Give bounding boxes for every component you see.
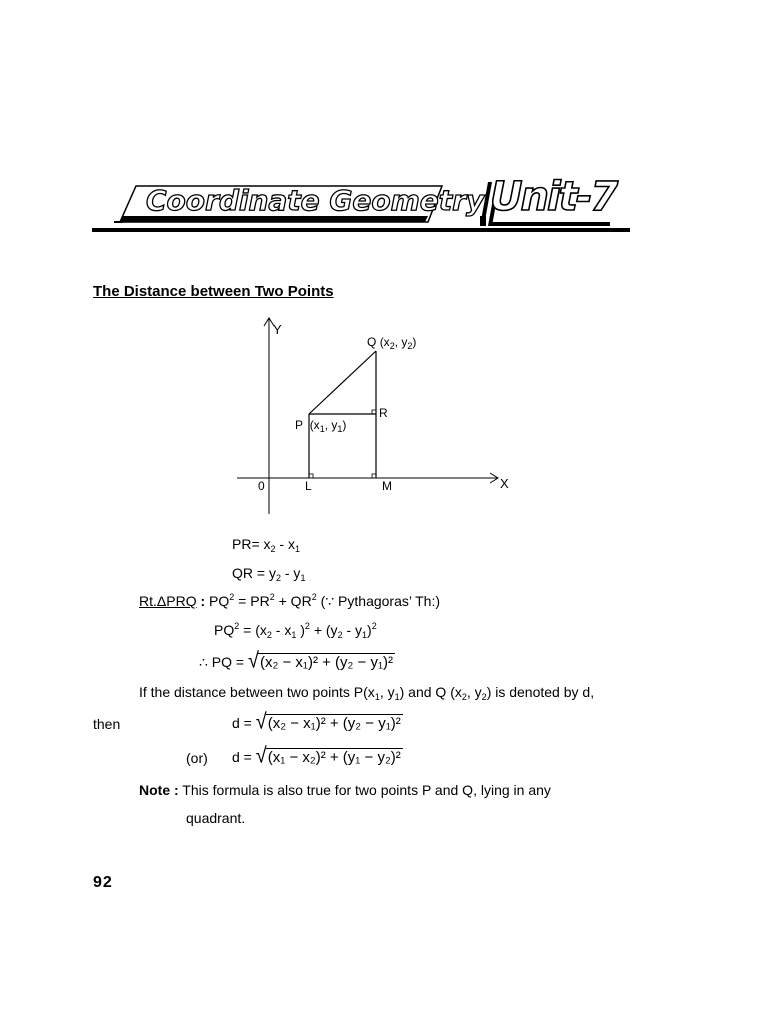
- d-radicand: (x₂ − x₁)² + (y₂ − y₁)²: [267, 715, 401, 732]
- or-label: (or): [186, 750, 208, 766]
- right-triangle-label: Rt.ΔPRQ: [139, 593, 197, 609]
- q-close: ): [412, 335, 417, 349]
- eq-pythagoras: Rt.ΔPRQ : $PQ^2 = PR^2 + QR^2$ (∵ Pythagoras’ Th:): [139, 592, 440, 609]
- point-m-label: M: [382, 479, 392, 493]
- sqrt-icon: √: [247, 648, 259, 674]
- point-l-label: L: [305, 479, 312, 493]
- page-number: 92: [93, 874, 113, 891]
- q-open: (x: [379, 335, 390, 349]
- chapter-title: Coordinate Geometry: [146, 184, 485, 217]
- y-axis-label: Y: [273, 322, 282, 337]
- p-name: P: [295, 418, 304, 432]
- point-p-label: [295, 418, 346, 434]
- point-r-label: R: [379, 406, 388, 420]
- point-q-label: [367, 335, 416, 351]
- p-close: ): [342, 418, 347, 432]
- d-radicand-alt: (x₁ − x₂)² + (y₁ − y₂)²: [267, 749, 401, 766]
- p-sub2: 1: [337, 424, 343, 434]
- eq-pr: $PR= x_2 - x_1$: [232, 536, 300, 554]
- eq-pq-squared: $PQ^2 = (x_2 - x_1$ )$^2 + (y_2 - y_1)^2$: [214, 621, 377, 640]
- sqrt-icon: √: [255, 743, 267, 769]
- note-line: Note : This formula is also true for two points P and Q, lying in any: [139, 782, 551, 798]
- eq-pq-root: ∴ PQ = √(x₂ − x₁)² + (y₂ − y₁)²: [199, 648, 393, 674]
- section-title: The Distance between Two Points: [93, 283, 334, 300]
- x-axis-label: X: [500, 476, 509, 491]
- unit-label: Unit-7: [490, 174, 617, 220]
- q-sub2: 2: [407, 341, 413, 351]
- note-line-2: quadrant.: [186, 810, 246, 826]
- then-label: then: [93, 716, 121, 732]
- sqrt-icon: √: [255, 709, 267, 735]
- if-distance-text: If the distance between two points $P(x_1$, $y_1$) and Q ($x_2$, $y_2$) is denoted by d,: [139, 684, 595, 702]
- q-name: Q: [367, 335, 377, 349]
- q-sub1: 2: [389, 341, 395, 351]
- eq-qr: QR = $y_2 - y_1$: [232, 565, 306, 583]
- origin-label: 0: [258, 479, 265, 493]
- eq-d-root-alt: d = √(x₁ − x₂)² + (y₁ − y₂)²: [232, 743, 401, 769]
- p-open: (x: [309, 418, 320, 432]
- p-mid: , y: [324, 418, 338, 432]
- eq-d-root: d = √(x₂ − x₁)² + (y₂ − y₁)²: [232, 709, 401, 735]
- pq-radicand: (x₂ − x₁)² + (y₂ − y₁)²: [259, 654, 393, 671]
- note-label: Note :: [139, 782, 179, 798]
- p-sub1: 1: [319, 424, 325, 434]
- q-mid: , y: [394, 335, 408, 349]
